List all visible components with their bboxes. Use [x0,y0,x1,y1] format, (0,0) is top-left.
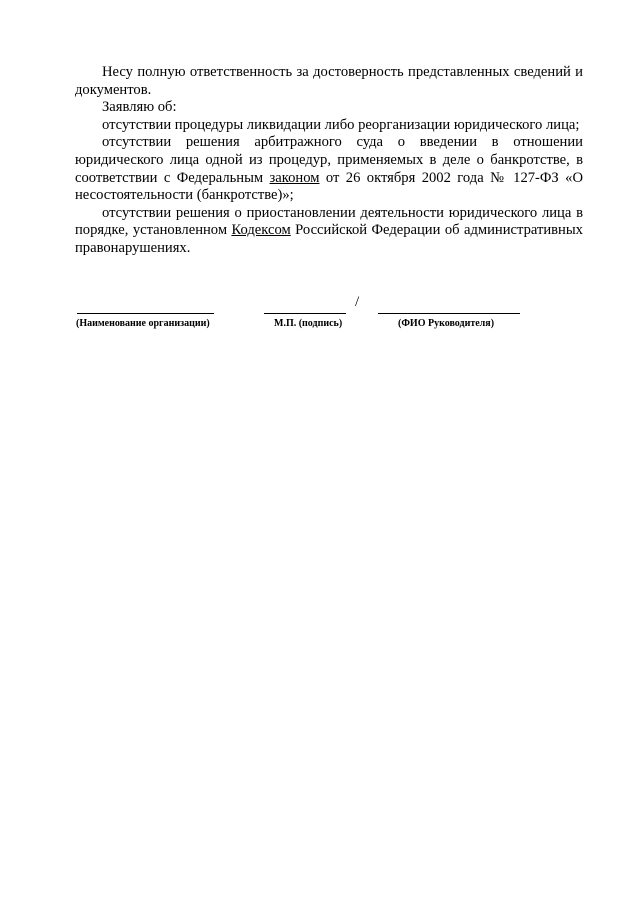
no-liquidation-paragraph: отсутствии процедуры ликвидации либо реорганизации юридического лица; [102,116,580,133]
law-link[interactable]: законом [269,169,320,186]
suspension-text-end: Российской Федерации об административных правонарушениях. [75,222,583,256]
director-name-line [378,313,520,314]
responsibility-paragraph: Несу полную ответственность за достоверность представленных сведений и документов. [75,64,583,98]
no-bankruptcy-paragraph [75,134,583,204]
stamp-signature-caption: М.П. (подпись) [274,318,343,329]
suspension-text-start: отсутствии решения о приостановлении деятельности юридического лица в порядке, установленном [75,204,583,239]
bankruptcy-text-start: отсутствии решения арбитражного суда о введении в отношении юридического лица одной из процедур, применяемых в деле о банкротстве, в соответствии с Федеральным [75,134,583,186]
signature-line [264,313,346,314]
separator-slash: / [355,294,360,310]
organization-caption: (Наименование организации) [76,318,210,329]
declare-heading: Заявляю об: [102,99,177,116]
organization-name-line [77,313,214,314]
no-suspension-paragraph [75,205,583,258]
director-name-caption: (ФИО Руководителя) [398,318,495,329]
signature-block [0,296,640,336]
bankruptcy-text-end: от 26 октября 2002 года № 127-ФЗ «О несостоятельности (банкротстве)»; [75,169,583,204]
code-link[interactable]: Кодексом [231,222,291,239]
declaration-text [75,64,583,258]
